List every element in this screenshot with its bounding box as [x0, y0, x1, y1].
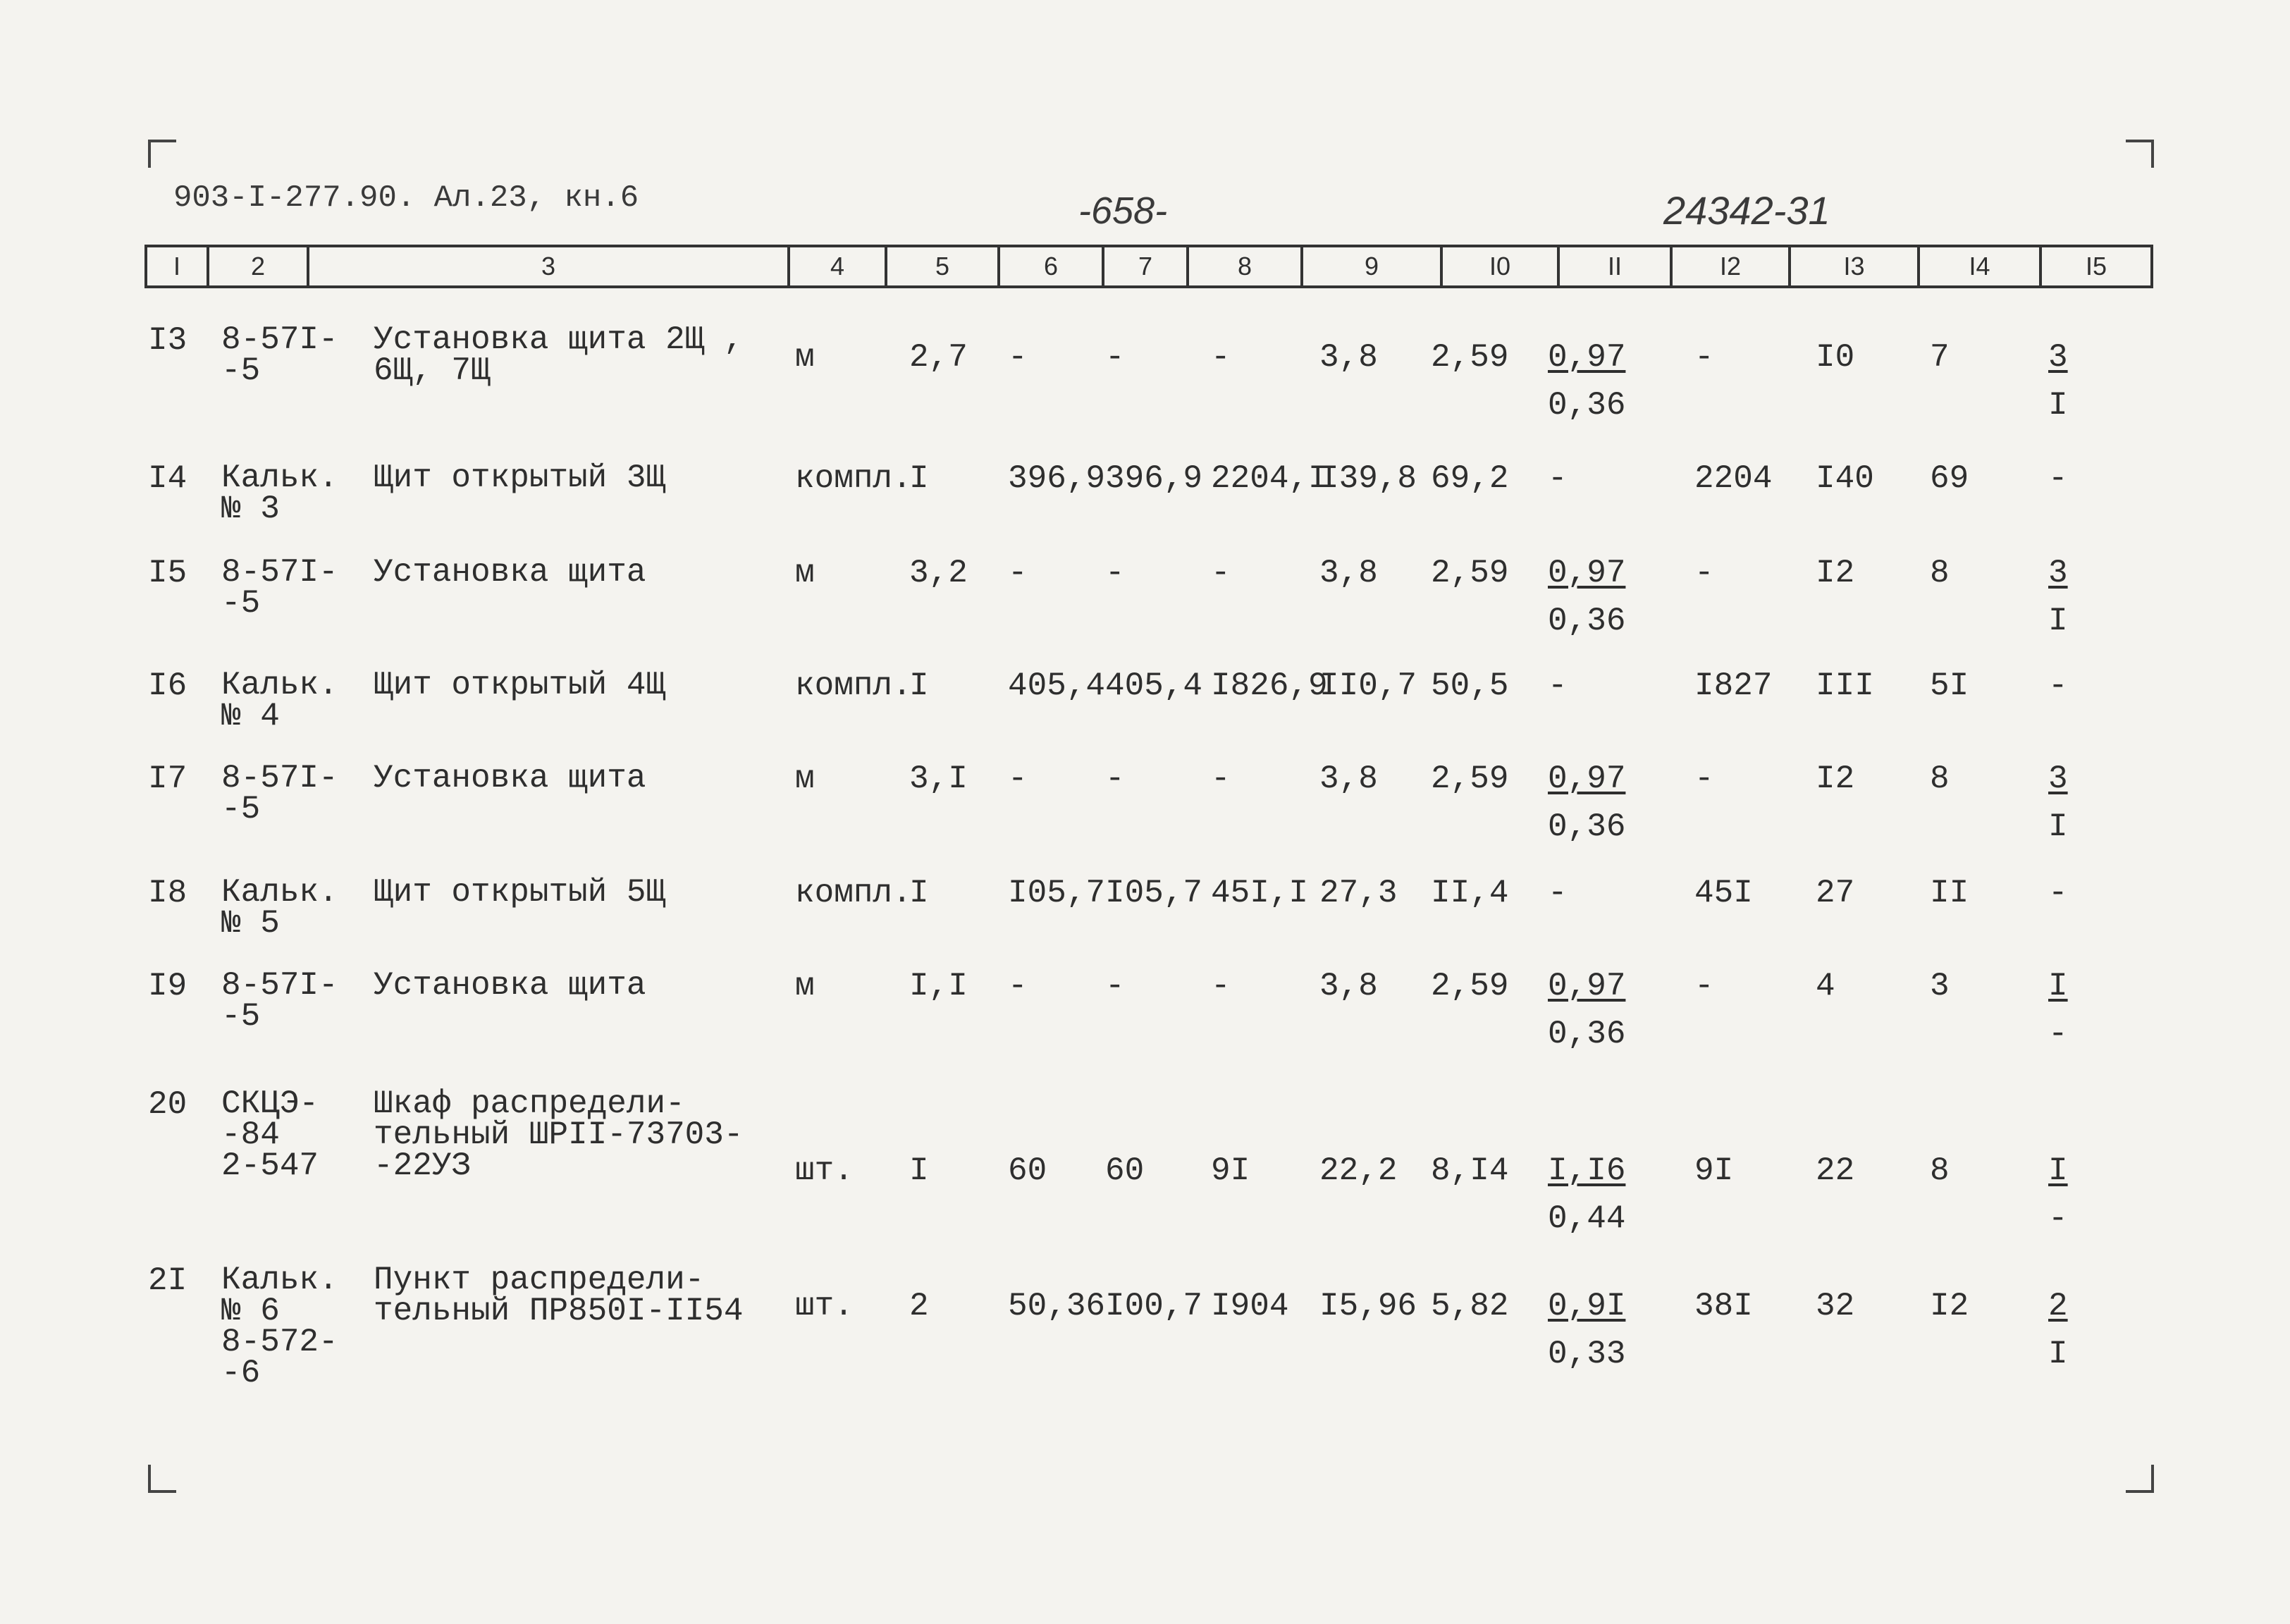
cell-c15-bottom: -: [2048, 1200, 2068, 1237]
cell-c13: I40: [1816, 460, 1874, 497]
row-description: Установка щита: [374, 967, 646, 1004]
cell-c10: 2,59: [1431, 761, 1509, 797]
row-number: I4: [148, 460, 187, 497]
column-header-14: I4: [1920, 247, 2042, 285]
cell-c7: I00,7: [1105, 1288, 1203, 1324]
cell-c14: 8: [1930, 555, 1950, 591]
row-code: Кальк. № 4: [221, 667, 338, 734]
cell-c4: м: [795, 339, 815, 376]
cell-c6: 60: [1008, 1152, 1047, 1189]
cell-c15-top: -: [2048, 460, 2068, 497]
cell-c13: 27: [1816, 875, 1855, 911]
row-code: Кальк. № 5: [221, 874, 338, 942]
column-header-8: 8: [1189, 247, 1303, 285]
cell-c11-bottom: 0,44: [1548, 1200, 1626, 1237]
cell-c11-bottom: 0,36: [1548, 808, 1626, 845]
cell-c5: 3,2: [909, 555, 968, 591]
row-number: I8: [148, 875, 187, 911]
cell-c14: 8: [1930, 1152, 1950, 1189]
cell-c15-bottom: I: [2048, 387, 2068, 424]
cell-c8: 2204,I: [1211, 460, 1328, 497]
cell-c7: -: [1105, 761, 1125, 797]
cell-c9: 3,8: [1319, 339, 1378, 376]
cell-c7: I05,7: [1105, 875, 1203, 911]
cell-c4: шт.: [795, 1288, 854, 1324]
cell-c10: 2,59: [1431, 968, 1509, 1004]
cell-c10: 50,5: [1431, 668, 1509, 704]
cell-c10: 69,2: [1431, 460, 1509, 497]
cell-c12: I827: [1694, 668, 1773, 704]
row-description: Шкаф распредели- тельный ШРII-73703- -22УЗ: [374, 1085, 744, 1184]
cell-c10: 8,I4: [1431, 1152, 1509, 1189]
column-header-3: 3: [309, 247, 790, 285]
cell-c4: м: [795, 761, 815, 797]
row-description: Щит открытый 5Щ: [374, 874, 666, 911]
column-header-2: 2: [209, 247, 309, 285]
cell-c14: 8: [1930, 761, 1950, 797]
column-header-5: 5: [887, 247, 1000, 285]
cell-c8: -: [1211, 339, 1231, 376]
cell-c15-top: I: [2048, 1152, 2068, 1189]
column-header-15: I5: [2085, 252, 2107, 281]
cell-c15-bottom: -: [2048, 1016, 2068, 1052]
cell-c7: 405,4: [1105, 668, 1203, 704]
cell-c4: шт.: [795, 1152, 854, 1189]
cell-c9: 27,3: [1319, 875, 1398, 911]
cell-c8: 45I,I: [1211, 875, 1309, 911]
row-description: Установка щита 2Щ , 6Щ, 7Щ: [374, 321, 744, 389]
cell-c8: I826,9: [1211, 668, 1328, 704]
cell-c11-bottom: 0,36: [1548, 1016, 1626, 1052]
cell-c8: -: [1211, 968, 1231, 1004]
column-header-10: I0: [1443, 247, 1560, 285]
cell-c13: 4: [1816, 968, 1835, 1004]
cell-c13: 32: [1816, 1288, 1855, 1324]
row-number: 2I: [148, 1262, 187, 1299]
cell-c9: 3,8: [1319, 761, 1378, 797]
cell-c5: I: [909, 875, 929, 911]
cell-c9: 3,8: [1319, 968, 1378, 1004]
cell-c14: 3: [1930, 968, 1950, 1004]
cell-c12: 45I: [1694, 875, 1753, 911]
cell-c11-top: -: [1548, 460, 1568, 497]
cell-c14: I2: [1930, 1288, 1969, 1324]
cell-c12: -: [1694, 761, 1714, 797]
column-header-4: 4: [790, 247, 887, 285]
cell-c11-top: I,I6: [1548, 1152, 1626, 1189]
cell-c15-top: -: [2048, 875, 2068, 911]
cell-c15-bottom: I: [2048, 1336, 2068, 1372]
cell-c11-top: 0,97: [1548, 555, 1626, 591]
column-header-7: 7: [1104, 247, 1189, 285]
row-code: СКЦЭ- -84 2-547: [221, 1085, 319, 1184]
document-number: 24342-31: [1663, 188, 1830, 233]
row-code: 8-57I- -5: [221, 321, 338, 389]
cell-c4: м: [795, 555, 815, 591]
cell-c9: II0,7: [1319, 668, 1417, 704]
cell-c5: I: [909, 460, 929, 497]
cell-c11-top: 0,9I: [1548, 1288, 1626, 1324]
column-header-6: 6: [1000, 247, 1104, 285]
cell-c7: -: [1105, 555, 1125, 591]
row-number: I6: [148, 668, 187, 704]
cell-c15-bottom: I: [2048, 603, 2068, 639]
cell-c6: -: [1008, 339, 1028, 376]
cell-c13: I2: [1816, 555, 1855, 591]
cell-c15-top: 3: [2048, 339, 2068, 376]
column-header-11: II: [1560, 247, 1673, 285]
cell-c15-top: 3: [2048, 555, 2068, 591]
cell-c12: -: [1694, 968, 1714, 1004]
row-description: Установка щита: [374, 760, 646, 796]
cell-c10: 5,82: [1431, 1288, 1509, 1324]
cell-c10: II,4: [1431, 875, 1509, 911]
cell-c8: I904: [1211, 1288, 1289, 1324]
cell-c9: I5,96: [1319, 1288, 1417, 1324]
cell-c8: -: [1211, 761, 1231, 797]
cell-c13: 22: [1816, 1152, 1855, 1189]
cell-c9: 3,8: [1319, 555, 1378, 591]
cell-c11-bottom: 0,36: [1548, 603, 1626, 639]
row-code: Кальк. № 3: [221, 460, 338, 527]
cell-c7: 60: [1105, 1152, 1145, 1189]
cell-c13: I0: [1816, 339, 1855, 376]
row-description: Установка щита: [374, 554, 646, 591]
cell-c6: 50,36: [1008, 1288, 1106, 1324]
cell-c6: 396,9: [1008, 460, 1106, 497]
cell-c11-top: 0,97: [1548, 761, 1626, 797]
cell-c12: 9I: [1694, 1152, 1734, 1189]
cell-c11-bottom: 0,36: [1548, 387, 1626, 424]
cell-c15-bottom: I: [2048, 808, 2068, 845]
cell-c8: -: [1211, 555, 1231, 591]
cell-c5: 2: [909, 1288, 929, 1324]
cell-c12: -: [1694, 339, 1714, 376]
row-number: I9: [148, 968, 187, 1004]
cell-c8: 9I: [1211, 1152, 1250, 1189]
cell-c12: 2204: [1694, 460, 1773, 497]
row-code: 8-57I- -5: [221, 967, 338, 1035]
cell-c4: компл.: [795, 668, 912, 704]
cell-c4: м: [795, 968, 815, 1004]
cell-c5: I: [909, 668, 929, 704]
cell-c15-top: I: [2048, 968, 2068, 1004]
cell-c7: 396,9: [1105, 460, 1203, 497]
row-code: 8-57I- -5: [221, 760, 338, 828]
row-description: Щит открытый 4Щ: [374, 667, 666, 703]
corner-mark-bottom-right: [2126, 1465, 2154, 1493]
row-number: I3: [148, 322, 187, 359]
cell-c14: 7: [1930, 339, 1950, 376]
page-number: -658-: [1078, 190, 1168, 232]
cell-c15-top: 3: [2048, 761, 2068, 797]
cell-c13: I2: [1816, 761, 1855, 797]
column-header-12: I2: [1673, 247, 1791, 285]
cell-c5: I,I: [909, 968, 968, 1004]
cell-c11-top: 0,97: [1548, 968, 1626, 1004]
row-code: 8-57I- -5: [221, 554, 338, 622]
cell-c14: II: [1930, 875, 1969, 911]
cell-c7: -: [1105, 968, 1125, 1004]
cell-c5: I: [909, 1152, 929, 1189]
cell-c15-top: -: [2048, 668, 2068, 704]
cell-c14: 69: [1930, 460, 1969, 497]
cell-c11-bottom: 0,33: [1548, 1336, 1626, 1372]
row-description: Пункт распредели- тельный ПР850I-II54: [374, 1262, 744, 1329]
row-code: Кальк. № 6 8-572- -6: [221, 1262, 338, 1391]
cell-c4: компл.: [795, 460, 912, 497]
cell-c15-top: 2: [2048, 1288, 2068, 1324]
cell-c4: компл.: [795, 875, 912, 911]
cell-c6: -: [1008, 761, 1028, 797]
cell-c5: 3,I: [909, 761, 968, 797]
cell-c11-top: -: [1548, 875, 1568, 911]
cell-c5: 2,7: [909, 339, 968, 376]
column-header-9: 9: [1303, 247, 1443, 285]
cell-c6: 405,4: [1008, 668, 1106, 704]
corner-mark-bottom-left: [148, 1465, 176, 1493]
row-description: Щит открытый 3Щ: [374, 460, 666, 496]
cell-c7: -: [1105, 339, 1125, 376]
cell-c9: I39,8: [1319, 460, 1417, 497]
cell-c12: 38I: [1694, 1288, 1753, 1324]
cell-c6: -: [1008, 555, 1028, 591]
row-number: I5: [148, 555, 187, 591]
cell-c9: 22,2: [1319, 1152, 1398, 1189]
cell-c6: -: [1008, 968, 1028, 1004]
corner-mark-top-right: [2126, 140, 2154, 168]
cell-c11-top: -: [1548, 668, 1568, 704]
row-number: I7: [148, 761, 187, 797]
column-header-1: I: [147, 247, 209, 285]
document-code: 903-I-277.90. Ал.23, кн.6: [173, 180, 639, 216]
cell-c6: I05,7: [1008, 875, 1106, 911]
cell-c12: -: [1694, 555, 1714, 591]
cell-c10: 2,59: [1431, 555, 1509, 591]
corner-mark-top-left: [148, 140, 176, 168]
cell-c11-top: 0,97: [1548, 339, 1626, 376]
column-header-13: I3: [1791, 247, 1920, 285]
cell-c14: 5I: [1930, 668, 1969, 704]
cell-c13: III: [1816, 668, 1874, 704]
cell-c10: 2,59: [1431, 339, 1509, 376]
column-header-row: [144, 245, 2153, 288]
row-number: 20: [148, 1086, 187, 1123]
